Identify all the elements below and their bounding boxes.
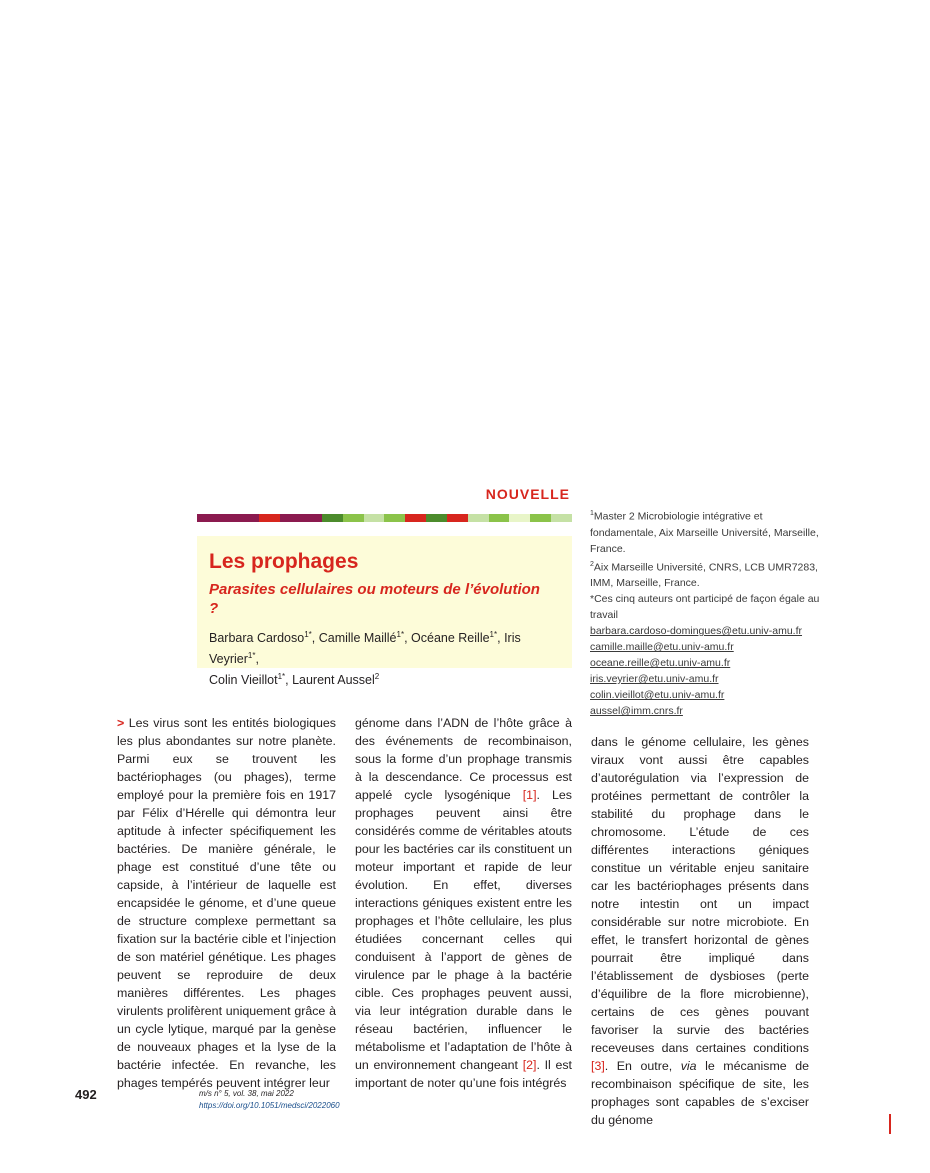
color-bar-segment	[197, 514, 218, 522]
email-link[interactable]: colin.vieillot@etu.univ-amu.fr	[590, 689, 725, 701]
color-bar-segment	[509, 514, 530, 522]
equal-contribution-note: *Ces cinq auteurs ont participé de façon égale au travail	[590, 593, 820, 621]
author-affiliation-mark: 1*	[247, 651, 256, 661]
color-bar-segment	[301, 514, 322, 522]
color-bar-segment	[447, 514, 468, 522]
body-column-1: > Les virus sont les entités biologiques les plus abondantes sur notre planète. Parmi eux se trouvent les bactériophages (ou phages), terme employé pour la première fois en 1917 par Félix d’Hérelle qui démontra leur aptitude à infecter spécifiquement les bactéries. De manière générale, le phage est constitué d’une tête ou capside, à l’intérieur de laquelle est encapsidée le génome, et d’une queue de structure complexe permettant sa fixation sur la bactérie cible et l’injection de son matériel génétique. Les phages peuvent se reproduire de deux manières différentes. Les phages virulents prolifèrent uniquement grâce à un cycle lytique, marqué par la genèse de nouveaux phages et la lyse de la bactérie infectée. En revanche, les phages tempérés peuvent intégrer leur	[117, 716, 336, 1090]
author-name: Barbara Cardoso	[209, 631, 305, 646]
color-bar-segment	[343, 514, 364, 522]
edge-marker	[889, 1114, 891, 1134]
author-name: Iris Veyrier	[209, 631, 521, 667]
author-affiliation-mark: 2	[374, 672, 380, 682]
color-bar-segment	[530, 514, 551, 522]
color-bar-segment	[259, 514, 280, 522]
reference-link[interactable]: [1]	[522, 788, 537, 802]
author-affiliation-mark: 1*	[489, 630, 498, 639]
title-box	[197, 536, 572, 688]
author-separator: ,	[285, 673, 293, 688]
author-name: Océane Reille	[411, 631, 490, 646]
journal-citation: m/s n° 5, vol. 38, mai 2022 https://doi.org/10.1051/medsci/2022060	[199, 1089, 340, 1110]
color-bar-segment	[280, 514, 301, 522]
author-name: Laurent Aussel	[292, 673, 375, 688]
affiliations	[590, 506, 820, 719]
body-column-3: dans le génome cellulaire, les gènes viraux vont aussi être capables d’autorégulation via l’expression de protéines permettant de contrôler la stabilité du prophage dans le chromosome. L’étude de ces différentes interactions géniques constitue un véritable enjeu sanitaire car les bactériophages présents dans notre intestin ont un impact considérable sur notre microbiote. En effet, le transfert horizontal de gènes pourrait être impliqué dans l’établissement de dysbioses (perte d’équilibre de la flore microbienne), certains de ces gènes pouvant favoriser la survie des bactéries receveuses dans certaines conditions [3]. En outre, via le mécanisme de recombinaison spécifique de site, les prophages sont capables de s’exciser du génome	[591, 735, 809, 1127]
page-number: 492	[75, 1087, 97, 1102]
email-link[interactable]: barbara.cardoso-domingues@etu.univ-amu.fr	[590, 625, 803, 637]
paragraph-arrow-icon: >	[117, 716, 125, 730]
email-list	[590, 623, 820, 719]
color-bar-segment	[384, 514, 405, 522]
color-bar-segment	[364, 514, 385, 522]
color-bar-segment	[468, 514, 489, 522]
color-bar-segment	[239, 514, 260, 522]
author-affiliation-mark: 1*	[277, 672, 286, 682]
author-separator: ,	[404, 631, 412, 646]
author-separator: ,	[497, 631, 505, 646]
article-subtitle: Parasites cellulaires ou moteurs de l’évolution ?	[209, 581, 540, 617]
author-name: Camille Maillé	[318, 631, 397, 646]
author-separator: ,	[311, 631, 319, 646]
color-bar-segment	[322, 514, 343, 522]
color-bar-segment	[405, 514, 426, 522]
reference-link[interactable]: [3]	[591, 1059, 605, 1073]
doi-link[interactable]: https://doi.org/10.1051/medsci/2022060	[199, 1101, 340, 1110]
email-link[interactable]: aussel@imm.cnrs.fr	[590, 705, 683, 717]
decorative-color-bar	[197, 514, 572, 522]
affiliation-1: $^1$Master 2 Microbiologie intégrative et fondamentale, Aix Marseille Université, Marseille, France.	[590, 510, 819, 555]
section-label: NOUVELLE	[485, 486, 570, 502]
color-bar-segment	[426, 514, 447, 522]
article-title: Les prophages	[209, 550, 359, 573]
reference-link[interactable]: [2]	[522, 1058, 537, 1072]
color-bar-segment	[489, 514, 510, 522]
author-affiliation-mark: 1*	[304, 630, 312, 639]
author-separator: ,	[255, 652, 259, 667]
color-bar-segment	[551, 514, 572, 522]
color-bar-segment	[218, 514, 239, 522]
email-link[interactable]: oceane.reille@etu.univ-amu.fr	[590, 657, 731, 669]
email-link[interactable]: camille.maille@etu.univ-amu.fr	[590, 641, 734, 653]
email-link[interactable]: iris.veyrier@etu.univ-amu.fr	[590, 673, 719, 685]
author-affiliation-mark: 1*	[396, 630, 405, 639]
body-column-2: génome dans l’ADN de l’hôte grâce à des événements de recombinaison, sous la forme d’un prophage transmis à la descendance. Ce processus est appelé cycle lysogénique [1]. Les prophages peuvent ainsi être considérés comme de véritables atouts pour les bactéries car ils constituent un moteur important et rapide de leur évolution. En effet, diverses interactions géniques existent entre les prophages et l’hôte cellulaire, les plus étudiées concernant celles qui conduisent à l’apport de gènes de virulence par le phage à la bactérie cible. Ces prophages peuvent aussi, via leur intégration durable dans le réseau bactérien, influencer le métabolisme et l’adaptation de l’hôte à un environnement changeant [2]. Il est important de noter qu’une fois intégrés	[355, 716, 573, 1090]
author-list	[209, 626, 569, 689]
affiliation-2: $^2$Aix Marseille Université, CNRS, LCB UMR7283, IMM, Marseille, France.	[590, 560, 818, 589]
author-name: Colin Vieillot	[209, 673, 278, 688]
